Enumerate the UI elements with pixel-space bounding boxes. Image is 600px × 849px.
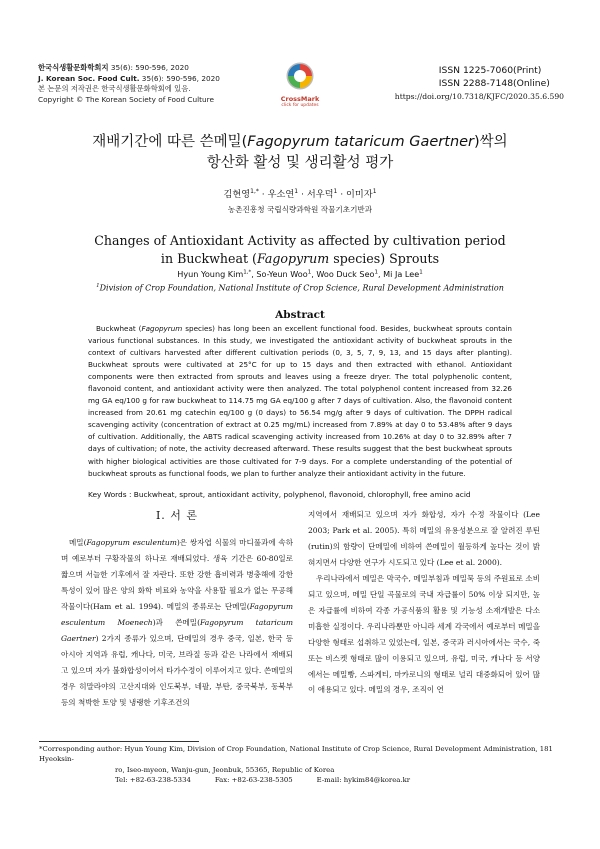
journal-name-en: J. Korean Soc. Food Cult. (38, 73, 140, 83)
abstract-body (88, 323, 512, 480)
author-en-4: , Mi Ja Lee (378, 269, 420, 279)
affiliation-en-text: Division of Crop Foundation, National Institute of Crop Science, Rural Development Administration (99, 283, 504, 293)
corresponding-footnote (39, 744, 563, 786)
title-ko (0, 132, 600, 174)
title-ko-line2: 항산화 활성 및 생리활성 평가 (206, 155, 394, 171)
keywords: Key Words : Buckwheat, sprout, antioxidant activity, polyphenol, flavonoid, chlorophyll, free amino acid (88, 490, 471, 499)
doi-link[interactable]: https://doi.org/10.7318/KJFC/2020.35.6.590 (394, 92, 564, 101)
footnote-line2: ro, Iseo-myeon, Wanju-gun, Jeonbuk, 55365, Republic of Korea (115, 765, 335, 774)
crossmark-badge[interactable] (270, 62, 330, 108)
abstract-genus: Fagopyrum (141, 324, 183, 333)
intro-paragraph-3: 우리나라에서 메밀은 막국수, 메밀부침과 메밀묵 등의 주원료로 소비되고 있으며, 메밀 단일 곡물로의 국내 자급률이 50% 이상 되지만, 높은 자급률에 비하여 각종 가공식품의 활용 및 기능성 소재개발은 다소 미흡한 실정이다. 우리나라뿐만 아니라 세계 각국에서 예로부터 메밀을 다양한 형태로 섭취하고 있었는데, 일본, 중국과 러시아에서는 국수, 죽 또는 비스켓 형태로 많이 이용되고 있으며, 유럽, 미국, 캐나다 등 서양에서는 메밀빵, 스파게티, 마카로니의 형태로 널리 대중화되어 있어 많이 애용되고 있다. 메밀의 경우, 조직이 연 (308, 573, 540, 695)
intro-p1-c: )과 쓴메밀( (152, 617, 201, 627)
title-en-line2-pre: in Buckwheat ( (160, 250, 257, 266)
crossmark-icon (285, 62, 315, 90)
title-en-line1: Changes of Antioxidant Activity as affected by cultivation period (94, 233, 506, 248)
author-en-1: Hyun Young Kim (177, 269, 244, 279)
author-ko-4-sup: 1 (372, 187, 377, 195)
author-en-3: , Woo Duck Seo (311, 269, 375, 279)
author-ko-1: 김현영 (223, 189, 251, 200)
author-en-4-sup: 1 (419, 269, 423, 276)
author-ko-1-sup: 1, (250, 187, 256, 195)
intro-p1-a: 메밀( (69, 538, 87, 547)
author-ko-2-sup: 1 (294, 187, 299, 195)
copyright: Copyright © The Korean Society of Food Culture (38, 94, 214, 104)
authors-ko (0, 186, 600, 200)
title-ko-species: Fagopyrum tataricum Gaertner (247, 134, 475, 150)
issn-block (394, 64, 564, 103)
author-ko-3-sup: 1 (333, 187, 338, 195)
species-tataricum: Fagopyrum tataricum Gaertner (61, 617, 293, 643)
intro-p1-d: ) 2가지 종류가 있으며, 단메밀의 경우 중국, 일본, 한국 등 아시아 지역과 유럽, 캐나다, 미국, 브라질 등과 같은 나라에서 재배되고 있으며 자가 불화합성이어서 타가수정이 이루어지고 있다. 쓴메밀의 경우 히말라야의 고산지대와 인도북부, 네팔, 부탄, 중국북부, 동북부 등의 척박한 토양 및 냉랭한 기후조건의 (61, 633, 293, 707)
title-en (0, 232, 600, 267)
corresponding-star: * (255, 187, 259, 195)
issn-print: ISSN 1225-7060(Print) (438, 65, 542, 76)
abstract-start: Buckwheat ( (96, 324, 142, 333)
body-right-column (308, 507, 540, 698)
species-esculentum: Fagopyrum esculentum (86, 538, 177, 547)
title-en-genus: Fagopyrum (256, 250, 330, 266)
author-en-2-sup: 1 (307, 269, 312, 276)
volume-en: 35(6): 590-596, 2020 (141, 73, 220, 83)
author-en-2: , So-Yeun Woo (251, 269, 308, 279)
authors-en (0, 269, 600, 279)
abstract-rest: species) has long been an excellent functional food. Besides, buckwheat sprouts contain various functional substances. In this study, we investigated the antioxidant activity of buckwheat sprouts in the context of cultivars harvested after different cultivation periods (0, 3, 5, 7, 9, 13, and 15 days after planting). Buckwheat sprouts were cultivated at 25°C for up to 15 days and then extracted with ethanol. Antioxidant components were then extracted from sprouts and leaves using a freeze dryer. The total polyphenolic content, flavonoid content, and antioxidant activity were then analyzed. The total polyphenol content increased from 32.26 mg GA eq/100 g for raw buckwheat to 114.75 mg GA eq/100 g after 7 days of cultivation. Also, the flavonoid content increased from 20.61 mg catechin eq/100 g (0 days) to 56.54 mg/g after 9 days of cultivation. The DPPH radical scavenging activity (concentration of extract at 0.25 mg/mL) increased from 7.89% at day 0 to 53.48% after 9 days of cultivation. Additionally, the ABTS radical scavenging activity increased from 10.26% at day 0 to 32.89% after 7 days of cultivation; of note, the activity decreased afterward. These results suggest that the best buckwheat sprouts with higher biological activities are those cultivated for 7-9 days. For a complete understanding of the potential of buckwheat sprouts as functional foods, we plan to further analyze their antioxidant activity in the future. (88, 324, 512, 478)
section-heading-intro: Ⅰ. 서 론 (155, 509, 199, 522)
author-ko-3: · 서우덕 (298, 189, 334, 200)
footnote-tel: Tel: +82-63-238-5334 (115, 776, 191, 785)
footnote-email[interactable]: E-mail: hykim84@korea.kr (316, 776, 411, 785)
volume-ko: 35(6): 590-596, 2020 (110, 63, 189, 72)
abstract-heading: Abstract (275, 309, 325, 321)
title-ko-post: )싹의 (474, 134, 508, 150)
journal-name-ko: 한국식생활문화학회지 (38, 63, 109, 72)
author-en-1-sup: 1, (243, 269, 249, 276)
intro-paragraph-1 (61, 535, 293, 710)
footnote-fax: Fax: +82-63-238-5305 (214, 776, 293, 785)
affiliation-en-sup: 1 (96, 283, 100, 289)
footnote-rule (39, 741, 199, 742)
body-left-column (61, 535, 293, 710)
title-ko-pre: 재배기간에 따른 쓴메밀( (92, 134, 248, 150)
crossmark-label: CrossMark (280, 95, 320, 103)
footnote-line1: *Corresponding author: Hyun Young Kim, Division of Crop Foundation, National Institute of Crop Science, Rural Development Administration, 181 Hyeoksin- (39, 745, 553, 764)
journal-header (38, 63, 220, 105)
crossmark-sub: click for updates (281, 103, 319, 108)
copyright-note: 본 논문의 저작권은 한국식생활문화학회에 있음. (38, 84, 191, 94)
affiliation-ko: 농촌진흥청 국립식량과학원 작물기초기반과 (227, 205, 373, 214)
title-en-line2-post: species) Sprouts (329, 250, 440, 266)
species-moenech: Fagopyrum esculentum Moenech (61, 601, 293, 627)
corresponding-star-en: * (248, 269, 252, 276)
issn-online: ISSN 2288-7148(Online) (438, 78, 550, 89)
author-ko-2: · 우소연 (258, 189, 295, 200)
intro-paragraph-2: 지역에서 재배되고 있으며 자가 화합성, 자가 수정 작물이다 (Lee 2003; Park et al. 2005). 특히 메밀의 유용성분으로 잘 알려진 루틴(rutin)의 함량이 단메밀에 비하여 쓴메밀이 월등하게 높다는 것이 밝혀지면서 다양한 연구가 시도되고 있다 (Lee et al. 2000). (308, 510, 540, 567)
affiliation-en (0, 283, 600, 293)
intro-p1-b: )은 쌍자엽 식물의 마디풀과에 속하며 예로부터 구황작물의 하나로 재배되었다. 생육 기간은 60-80일로 짧으며 서늘한 기후에서 잘 자란다. 또한 강한 흡비력과 병충해에 강한 특성이 있어 많은 양의 화학 비료와 농약을 사용할 필요가 없는 무공해 작물이다(Ham et al. 1994). 메밀의 종류로는 단메밀( (61, 538, 294, 611)
author-en-3-sup: 1 (374, 269, 378, 276)
author-ko-4: · 이미자 (337, 189, 373, 200)
